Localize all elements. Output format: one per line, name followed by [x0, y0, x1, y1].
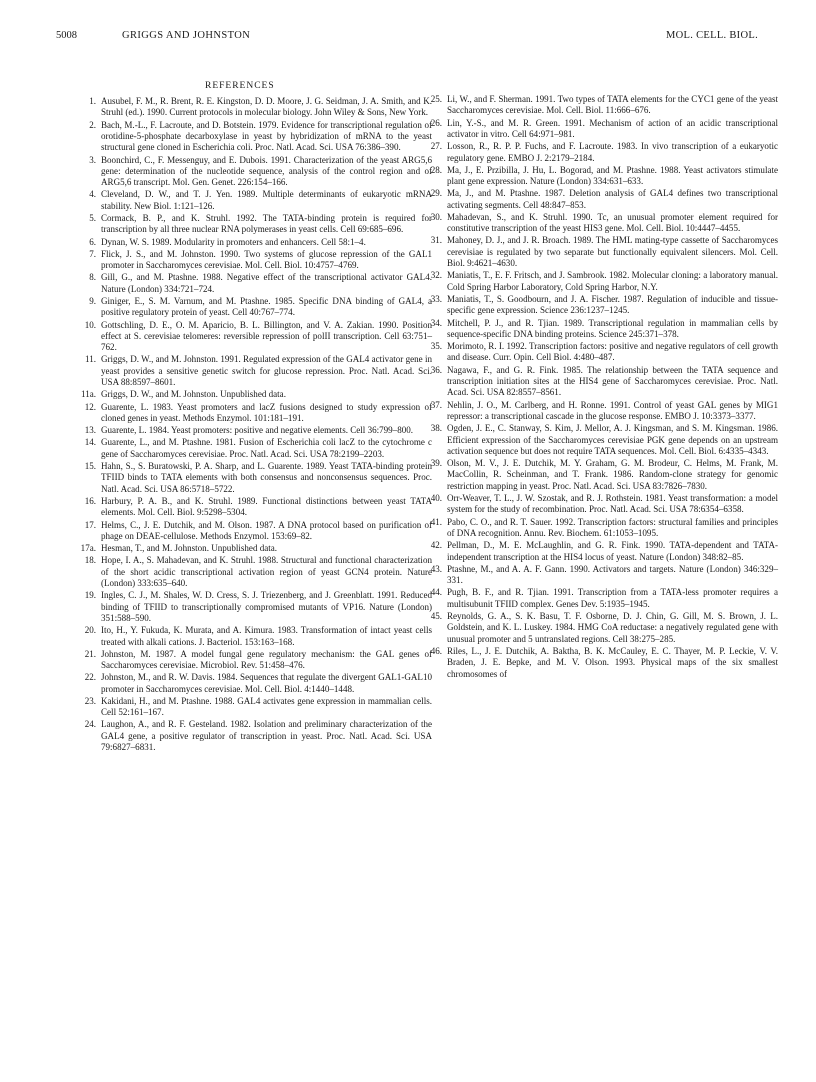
page-number: 5008	[56, 30, 77, 41]
reference-entry	[430, 94, 778, 117]
reference-text: Maniatis, T., E. F. Fritsch, and J. Sambrook. 1982. Molecular cloning: a laboratory manual. Cold Spring Harbor Laboratory, Cold Spring Harbor, N.Y.	[447, 270, 778, 292]
reference-entry	[87, 213, 432, 236]
reference-entry	[430, 540, 778, 563]
reference-entry	[430, 117, 778, 141]
reference-entry	[87, 120, 432, 154]
reference-entry	[84, 625, 432, 648]
reference-number: 44.	[430, 587, 442, 598]
reference-number: 33.	[430, 293, 442, 304]
reference-number: 36.	[430, 364, 442, 375]
reference-text: Flick, J. S., and M. Johnston. 1990. Two systems of glucose repression of the GAL1 promoter in Saccharomyces cerevisiae. Mol. Cell. Biol. 10:4757–4769.	[101, 248, 432, 271]
reference-text: Laughon, A., and R. F. Gesteland. 1982. Isolation and preliminary characterization of the GAL4 gene, a positive regulator of transcription in yeast. Proc. Natl. Acad. Sci. USA 79:6827–6831.	[101, 719, 432, 753]
reference-entry	[430, 317, 778, 341]
reference-list-left	[80, 96, 432, 754]
reference-number: 11a.	[81, 389, 96, 400]
reference-number: 11.	[85, 354, 96, 365]
reference-number: 39.	[430, 458, 442, 469]
reference-entry	[87, 155, 432, 189]
reference-entry	[80, 543, 432, 554]
reference-text: Hahn, S., S. Buratowski, P. A. Sharp, and L. Guarente. 1989. Yeast TATA-binding protein TFIID binds to TATA elements with both consensus and nonconsensus sequences. Proc. Natl. Acad. Sci. USA 86:5718–5722.	[101, 461, 432, 494]
reference-text: Reynolds, G. A., S. K. Basu, T. F. Osborne, D. J. Chin, G. Gill, M. S. Brown, J. L. Goldstein, and K. L. Luskey. 1984. HMG CoA reductase: a negatively regulated gene with unusual promoter and 5 untranslated regions. Cell 38:275–285.	[447, 610, 778, 644]
reference-number: 17.	[84, 519, 96, 530]
reference-entry	[87, 272, 432, 295]
reference-text: Griggs, D. W., and M. Johnston. 1991. Regulated expression of the GAL4 activator gene in yeast provides a sensitive genetic switch for glucose repression. Proc. Natl. Acad. Sci. USA 88:8597–8601.	[101, 354, 432, 388]
reference-text: Morimoto, R. I. 1992. Transcription factors: positive and negative regulators of cell growth and disease. Curr. Opin. Cell Biol. 4:480–487.	[447, 341, 778, 363]
reference-number: 22.	[84, 672, 96, 683]
reference-number: 35.	[430, 341, 442, 352]
reference-text: Dynan, W. S. 1989. Modularity in promoters and enhancers. Cell 58:1–4.	[101, 236, 366, 247]
reference-number: 28.	[430, 164, 442, 175]
reference-number: 37.	[430, 399, 442, 410]
reference-number: 1.	[89, 96, 96, 106]
reference-entry	[430, 164, 778, 188]
reference-text: Ogden, J. E., C. Stanway, S. Kim, J. Mellor, A. J. Kingsman, and S. M. Kingsman. 1986. Efficient expression of the Saccharomyces cerevisiae PGK gene depends on an upstream activation sequence but does not require TATA sequences. Mol. Cell. Biol. 6:4335–4343.	[447, 423, 778, 456]
reference-text: Maniatis, T., S. Goodbourn, and J. A. Fischer. 1987. Regulation of inducible and tissue-specific gene expression. Science 236:1237–1245.	[447, 293, 778, 316]
reference-entry	[430, 493, 778, 516]
journal-name: MOL. CELL. BIOL.	[666, 30, 758, 41]
reference-text: Ptashne, M., and A. A. F. Gann. 1990. Activators and targets. Nature (London) 346:329–331.	[447, 563, 778, 586]
reference-number: 40.	[430, 493, 442, 504]
reference-number: 21.	[84, 648, 96, 659]
reference-entry	[84, 590, 432, 624]
reference-text: Kakidani, H., and M. Ptashne. 1988. GAL4 activates gene expression in mammalian cells. Cell 52:161–167.	[101, 695, 432, 718]
reference-text: Pabo, C. O., and R. T. Sauer. 1992. Transcription factors: structural families and principles of DNA recognition. Annu. Rev. Biochem. 61:1053–1095.	[447, 516, 778, 538]
reference-text: Nagawa, F., and G. R. Fink. 1985. The relationship between the TATA sequence and transcription initiation sites at the HIS4 gene of Saccharomyces cerevisiae. Proc. Natl. Acad. Sci. USA 82:8557–8561.	[447, 364, 778, 398]
reference-number: 17a.	[80, 543, 96, 554]
reference-number: 8.	[89, 272, 96, 283]
reference-text: Pellman, D., M. E. McLaughlin, and G. R. Fink. 1990. TATA-dependent and TATA-independent transcription at the HIS4 locus of yeast. Nature (London) 348:82–85.	[447, 540, 778, 562]
reference-text: Boonchird, C., F. Messenguy, and E. Dubois. 1991. Characterization of the yeast ARG5,6 gene: determination of the nucleotide sequence, analysis of the control region and of ARG5,6 transcript. Mol. Gen. Genet. 226:154–166.	[101, 154, 432, 188]
reference-entry	[84, 695, 432, 719]
reference-number: 18.	[84, 555, 96, 566]
reference-entry	[87, 296, 432, 319]
reference-text: Mitchell, P. J., and R. Tjian. 1989. Transcriptional regulation in mammalian cells by sequence-specific DNA binding proteins. Science 245:371–378.	[447, 317, 778, 339]
reference-entry	[84, 461, 432, 495]
reference-text: Griggs, D. W., and M. Johnston. Unpublished data.	[101, 389, 286, 400]
reference-text: Olson, M. V., J. E. Dutchik, M. Y. Graham, G. M. Brodeur, C. Helms, M. Frank, M. MacCollin, R. Scheinman, and T. Frank. 1986. Random-clone strategy for genomic restriction mapping in yeast. Proc. Natl. Acad. Sci. USA 83:7826–7830.	[447, 458, 778, 491]
reference-text: Mahoney, D. J., and J. R. Broach. 1989. The HML mating-type cassette of Saccharomyces cerevisiae is regulated by two separate but functionally equivalent silencers. Mol. Cell. Biol. 9:4621–4630.	[447, 235, 778, 269]
references-heading: REFERENCES	[205, 81, 275, 91]
reference-entry	[430, 341, 778, 364]
reference-text: Mahadevan, S., and K. Struhl. 1990. Tc, an unusual promoter element required for constitutive transcription of the yeast HIS3 gene. Mol. Cell. Biol. 10:4447–4455.	[447, 211, 778, 234]
reference-text: Ma, J., and M. Ptashne. 1987. Deletion analysis of GAL4 defines two transcriptional activating segments. Cell 48:847–853.	[447, 188, 778, 210]
reference-number: 34.	[430, 317, 442, 328]
reference-text: Bach, M.-L., F. Lacroute, and D. Botstein. 1979. Evidence for transcriptional regulation of orotidine-5-phosphate decarboxylase in yeast by hybridization of mRNA to the yeast structural gene cloned in Escherichia coli. Proc. Natl. Acad. Sci. USA 76:386–390.	[101, 119, 432, 153]
reference-entry	[87, 96, 432, 119]
reference-entry	[84, 519, 432, 543]
reference-text: Hope, I. A., S. Mahadevan, and K. Struhl. 1988. Structural and functional characterization of the short acidic transcriptional activation region of yeast GCN4 protein. Nature (London) 333:635–640.	[101, 555, 432, 589]
reference-entry	[430, 235, 778, 269]
running-authors: GRIGGS AND JOHNSTON	[122, 30, 251, 41]
reference-entry	[430, 423, 778, 457]
reference-entry	[87, 249, 432, 272]
reference-number: 14.	[84, 437, 96, 448]
reference-entry	[430, 399, 778, 423]
reference-number: 30.	[430, 211, 442, 222]
reference-text: Ito, H., Y. Fukuda, K. Murata, and A. Kimura. 1983. Transformation of intact yeast cells treated with alkali cations. J. Bacteriol. 153:163–168.	[101, 625, 432, 647]
reference-number: 12.	[84, 401, 96, 412]
reference-entry	[430, 141, 778, 164]
reference-entry	[430, 211, 778, 235]
reference-text: Riles, L., J. E. Dutchik, A. Baktha, B. K. McCauley, E. C. Thayer, M. P. Leckie, V. V. Braden, J. E. Bepke, and M. V. Olson. 1993. Physical maps of the six smallest chromosomes of	[447, 645, 778, 679]
reference-number: 6.	[89, 236, 96, 247]
reference-text: Cleveland, D. W., and T. J. Yen. 1989. Multiple determinants of eukaryotic mRNA stability. New Biol. 1:121–126.	[101, 189, 432, 211]
reference-text: Losson, R., R. P. P. Fuchs, and F. Lacroute. 1983. In vivo transcription of a eukaryotic regulatory gene. EMBO J. 2:2179–2184.	[447, 141, 778, 163]
running-header	[56, 28, 758, 44]
reference-entry	[81, 389, 432, 400]
reference-text: Nehlin, J. O., M. Carlberg, and H. Ronne. 1991. Control of yeast GAL genes by MIG1 repressor: a transcriptional cascade in the glucose response. EMBO J. 10:3373–3377.	[447, 399, 778, 421]
reference-entry	[430, 610, 778, 645]
reference-text: Ma, J., E. Przibilla, J. Hu, L. Bogorad, and M. Ptashne. 1988. Yeast activators stimulate plant gene expression. Nature (London) 334:631–633.	[447, 164, 778, 187]
reference-number: 15.	[84, 461, 96, 472]
reference-text: Ausubel, F. M., R. Brent, R. E. Kingston, D. D. Moore, J. G. Seidman, J. A. Smith, and K. Struhl (ed.). 1990. Current protocols in molecular biology. John Wiley & Sons, New York.	[101, 96, 432, 118]
reference-number: 45.	[430, 610, 442, 621]
reference-number: 10.	[84, 319, 96, 330]
reference-number: 31.	[430, 235, 442, 246]
reference-text: Guarente, L. 1983. Yeast promoters and lacZ fusions designed to study expression of cloned genes in yeast. Methods Enzymol. 101:181–191.	[101, 401, 432, 423]
reference-entry	[87, 354, 432, 388]
reference-number: 3.	[89, 154, 96, 165]
reference-entry	[430, 516, 778, 540]
reference-number: 23.	[84, 695, 96, 706]
reference-number: 29.	[430, 188, 442, 199]
reference-entry	[430, 270, 778, 293]
reference-entry	[84, 672, 432, 695]
reference-text: Johnston, M., and R. W. Davis. 1984. Sequences that regulate the divergent GAL1-GAL10 promoter in Saccharomyces cerevisiae. Mol. Cell. Biol. 4:1440–1448.	[101, 672, 432, 694]
reference-entry	[84, 495, 432, 519]
reference-number: 46.	[430, 645, 442, 656]
reference-number: 20.	[84, 625, 96, 636]
reference-entry	[430, 364, 778, 399]
reference-entry	[430, 188, 778, 211]
reference-number: 16.	[84, 495, 96, 506]
reference-entry	[87, 237, 432, 248]
reference-entry	[84, 648, 432, 672]
reference-text: Johnston, M. 1987. A model fungal gene regulatory mechanism: the GAL genes of Saccharomyces cerevisiae. Microbiol. Rev. 51:458–476.	[101, 648, 432, 671]
reference-number: 4.	[89, 189, 96, 200]
reference-list-right	[430, 94, 778, 680]
reference-number: 43.	[430, 563, 442, 574]
reference-number: 27.	[430, 141, 442, 152]
reference-number: 2.	[89, 119, 96, 130]
reference-entry	[84, 319, 432, 354]
reference-number: 19.	[84, 590, 96, 601]
reference-number: 25.	[430, 94, 442, 104]
reference-number: 13.	[84, 425, 96, 436]
reference-number: 7.	[89, 248, 96, 259]
reference-number: 5.	[89, 213, 96, 223]
reference-text: Orr-Weaver, T. L., J. W. Szostak, and R. J. Rothstein. 1981. Yeast transformation: a model system for the study of recombination. Proc. Natl. Acad. Sci. USA 78:6354–6358.	[447, 493, 778, 515]
reference-number: 42.	[430, 540, 442, 551]
reference-entry	[84, 555, 432, 589]
reference-entry	[84, 401, 432, 425]
reference-text: Harbury, P. A. B., and K. Struhl. 1989. Functional distinctions between yeast TATA elements. Mol. Cell. Biol. 9:5298–5304.	[101, 495, 432, 518]
reference-entry	[430, 587, 778, 610]
reference-text: Giniger, E., S. M. Varnum, and M. Ptashne. 1985. Specific DNA binding of GAL4, a positive regulatory protein of yeast. Cell 40:767–774.	[101, 295, 432, 318]
reference-text: Ingles, C. J., M. Shales, W. D. Cress, S. J. Triezenberg, and J. Greenblatt. 1991. Reduced binding of TFIID to transcriptionally compromised mutants of VP16. Nature (London) 351:588–590.	[101, 590, 432, 623]
reference-text: Gill, G., and M. Ptashne. 1988. Negative effect of the transcriptional activator GAL4. Nature (London) 334:721–724.	[101, 272, 432, 294]
reference-entry	[430, 645, 778, 680]
reference-text: Guarente, L. 1984. Yeast promoters: positive and negative elements. Cell 36:799–800.	[101, 425, 414, 436]
reference-entry	[84, 719, 432, 753]
reference-entry	[87, 189, 432, 212]
reference-text: Cormack, B. P., and K. Struhl. 1992. The TATA-binding protein is required for transcription by all three nuclear RNA polymerases in yeast cells. Cell 69:685–696.	[101, 213, 432, 235]
reference-entry	[84, 425, 432, 436]
reference-column-left	[80, 96, 432, 754]
reference-entry	[430, 293, 778, 317]
reference-entry	[84, 437, 432, 460]
reference-number: 32.	[430, 270, 442, 281]
reference-number: 41.	[430, 516, 442, 527]
reference-text: Lin, Y.-S., and M. R. Green. 1991. Mechanism of action of an acidic transcriptional activator in vitro. Cell 64:971–981.	[447, 117, 778, 139]
reference-number: 38.	[430, 423, 442, 434]
reference-column-right	[430, 94, 778, 681]
reference-number: 24.	[84, 719, 96, 730]
reference-entry	[430, 458, 778, 492]
reference-text: Li, W., and F. Sherman. 1991. Two types of TATA elements for the CYC1 gene of the yeast Saccharomyces cerevisiae. Mol. Cell. Biol. 11:666–676.	[447, 94, 778, 116]
reference-text: Helms, C., J. E. Dutchik, and M. Olson. 1987. A DNA protocol based on purification of phage on DEAE-cellulose. Methods Enzymol. 153:69–82.	[101, 519, 432, 541]
reference-text: Guarente, L., and M. Ptashne. 1981. Fusion of Escherichia coli lacZ to the cytochrome c gene of Saccharomyces cerevisiae. Proc. Natl. Acad. Sci. USA 78:2199–2203.	[101, 437, 432, 459]
reference-number: 9.	[89, 295, 96, 306]
reference-entry	[430, 563, 778, 587]
reference-number: 26.	[430, 117, 442, 128]
reference-text: Gottschling, D. E., O. M. Aparicio, B. L. Billington, and V. A. Zakian. 1990. Position effect at S. cerevisiae telomeres: reversible repression of polII transcription. Cell 63:751–762.	[101, 319, 432, 353]
reference-text: Pugh, B. F., and R. Tjian. 1991. Transcription from a TATA-less promoter requires a multisubunit TFIID complex. Genes Dev. 5:1935–1945.	[447, 587, 778, 609]
reference-text: Hesman, T., and M. Johnston. Unpublished data.	[101, 543, 278, 554]
